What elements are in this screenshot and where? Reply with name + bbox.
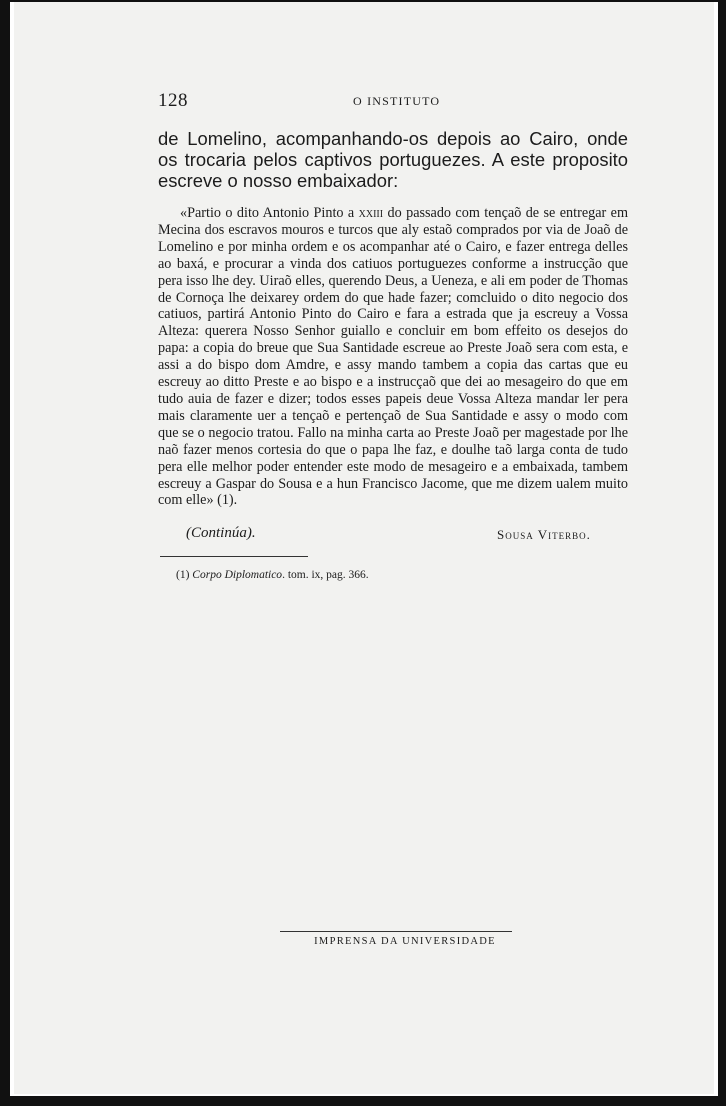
author-signature: Sousa Viterbo. bbox=[497, 527, 591, 542]
quote-body: do passado com tençaõ de se entregar em Mecina dos escravos mouros e turcos que aly estaõ comprados por via de Joaõ de Lomelino e por minha ordem e os acompanhar até o Cairo, e fazer entrega delles ao baxá, e procurar a vinda dos catiuos portuguezes conforme a instrucção que pera isso lhe dey. Uiraõ elles, querendo Deus, a Ueneza, e ali em poder de Thomas de Cornoça lhe deixarey ordem do que hade fazer; comcluido o dito negocio dos catiuos, partirá Antonio Pinto do Cairo e fara a estrada que ja escreuy a Vossa Alteza: querera Nosso Senhor guiallo e concluir em bom effeito os desejos do papa: a copia do breue que Sua Santidade escreue ao Preste Joaõ sera com esta, e assi a do bispo dom Amdre, e assy mando tambem a copia das cartas que eu escreuy ao ditto Preste e ao bispo e a instrucçaõ que dei ao mesageiro do que em tudo auia de fazer e dizer; todos esses papeis deue Vossa Alteza mandar ler pera mais claramente uer a tençaõ e pertençaõ de Sua Santidade e assy o modo com que se o negocio tratou. Fallo na minha carta ao Preste Joaõ per magestade por lhe naõ fazer menos cortesia do que o papa lhe faz, e doulhe taõ larga conta de tudo pera elle melhor poder entender este modo de mesageiro e a embaixada, tambem escreuy a Gaspar do Sousa e a hun Francisco Jacome, que me dizem ualem muito com elle» (1). bbox=[158, 205, 628, 509]
footnote bbox=[176, 569, 369, 581]
continua-note: (Continúa). bbox=[186, 525, 256, 541]
footnote-marker: (1) bbox=[176, 569, 193, 581]
intro-paragraph: de Lomelino, acompanhando-os depois ao Cairo, onde os trocaria pelos captivos portuguezes. A este proposito escreve o nosso embaixador: bbox=[158, 128, 628, 191]
footnote-rule bbox=[160, 556, 308, 557]
running-title: O INSTITUTO bbox=[353, 94, 441, 108]
roman-numeral-date: xxiii bbox=[358, 205, 384, 221]
page-number: 128 bbox=[158, 90, 188, 111]
quote-opening: «Partio o dito Antonio Pinto a bbox=[180, 205, 359, 221]
imprint-rule bbox=[280, 931, 512, 932]
quoted-letter bbox=[158, 205, 628, 509]
footnote-title: Corpo Diplomatico bbox=[192, 569, 283, 581]
page-header bbox=[158, 90, 578, 112]
printer-imprint: IMPRENSA DA UNIVERSIDADE bbox=[314, 936, 496, 947]
footnote-citation: . tom. ix, pag. 366. bbox=[282, 569, 369, 581]
